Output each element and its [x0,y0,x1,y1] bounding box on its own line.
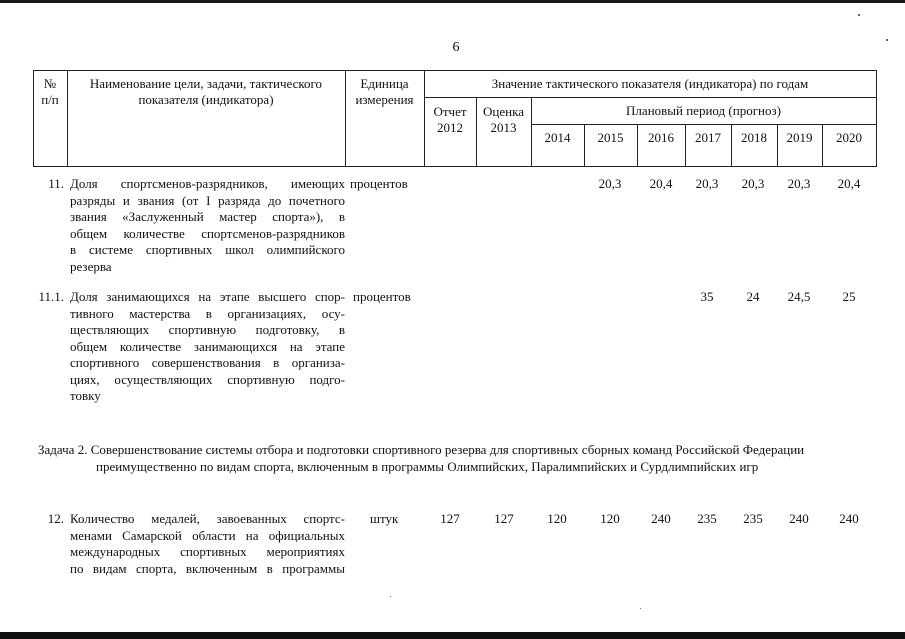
header-col-unit: Единица измерения [355,76,414,107]
row-value-2014: 120 [547,511,567,526]
row-value-2020: 25 [842,289,856,304]
header-year: 2019 [786,130,813,145]
header-estimate: Оценка 2013 [483,104,524,135]
row-value-2019: 240 [789,511,809,526]
header-year: 2020 [836,130,862,145]
scan-speck [858,14,860,16]
header-col-name: Наименование цели, задачи, тактического показателя (индикатора) [89,76,323,107]
row-value-2017: 20,3 [695,176,719,191]
table-line [33,70,876,71]
row-value-2018: 24 [746,289,760,304]
row-number: 12. [47,511,64,526]
row-indicator-name: Доля занимающихся на этапе высшего спор- тивного мастерства в организациях, осу- ществляющих спортивную подготовку, в общем количестве занимающихся на этапе спортивного совершенствования в организа- циях, осуществляющих спортивную подго- товку [70,289,345,403]
row-number: 11. [48,176,64,191]
header-report: Отчет 2012 [433,104,467,135]
row-value-2017: 235 [697,511,717,526]
header-year: 2014 [544,130,571,145]
row-value-2019: 24,5 [787,289,811,304]
row-value-2012: 127 [440,511,460,526]
row-unit: штук [370,511,399,526]
table-line [424,97,876,98]
header-plan-period: Плановый период (прогноз) [626,103,781,118]
row-number: 11.1. [38,289,64,304]
table-line [33,166,876,167]
row-indicator-name: Количество медалей, завоеванных спортс- менами Самарской области на официальных международных спортивных мероприятиях по видам спорта, включенным в программы [70,511,345,576]
row-value-2016: 20,4 [649,176,673,191]
page-number: 6 [452,40,460,55]
table-line [531,124,876,125]
row-unit: процентов [350,176,408,191]
header-year: 2017 [695,130,721,145]
scan-edge-top [0,0,905,3]
row-value-2018: 20,3 [741,176,765,191]
scan-speck [886,39,888,41]
row-unit: процентов [353,289,411,304]
task-heading: Задача 2. Совершенствование системы отбора и подготовки спортивного резерва для спортивных сборных команд Российской Федерации преимущественно по видам спорта, включенным в программы Олимпийских, Паралимпийских и Сурдлимпийских игр [38,442,805,474]
header-year: 2015 [597,130,624,145]
row-value-2013: 127 [494,511,514,526]
row-value-2020: 20,4 [837,176,861,191]
header-year: 2016 [648,130,674,145]
header-col-values: Значение тактического показателя (индикатора) по годам [491,76,809,91]
row-value-2018: 235 [743,511,763,526]
table-line [876,70,877,167]
scan-speck [390,596,391,597]
scan-speck [640,608,641,609]
row-value-2020: 240 [839,511,859,526]
row-value-2016: 240 [651,511,671,526]
row-value-2015: 20,3 [598,176,622,191]
scan-edge-bottom [0,632,905,639]
row-indicator-name: Доля спортсменов-разрядников, имеющих разряды и звания (от I разряда до почетного звания «Заслуженный мастер спорта»), в общем количестве спортсменов-разрядников в системе спортивных школ олимпийского резерва [70,176,345,274]
row-value-2019: 20,3 [787,176,811,191]
row-value-2017: 35 [700,289,714,304]
row-value-2015: 120 [600,511,620,526]
header-year: 2018 [741,130,767,145]
header-col-number: № п/п [41,76,59,107]
